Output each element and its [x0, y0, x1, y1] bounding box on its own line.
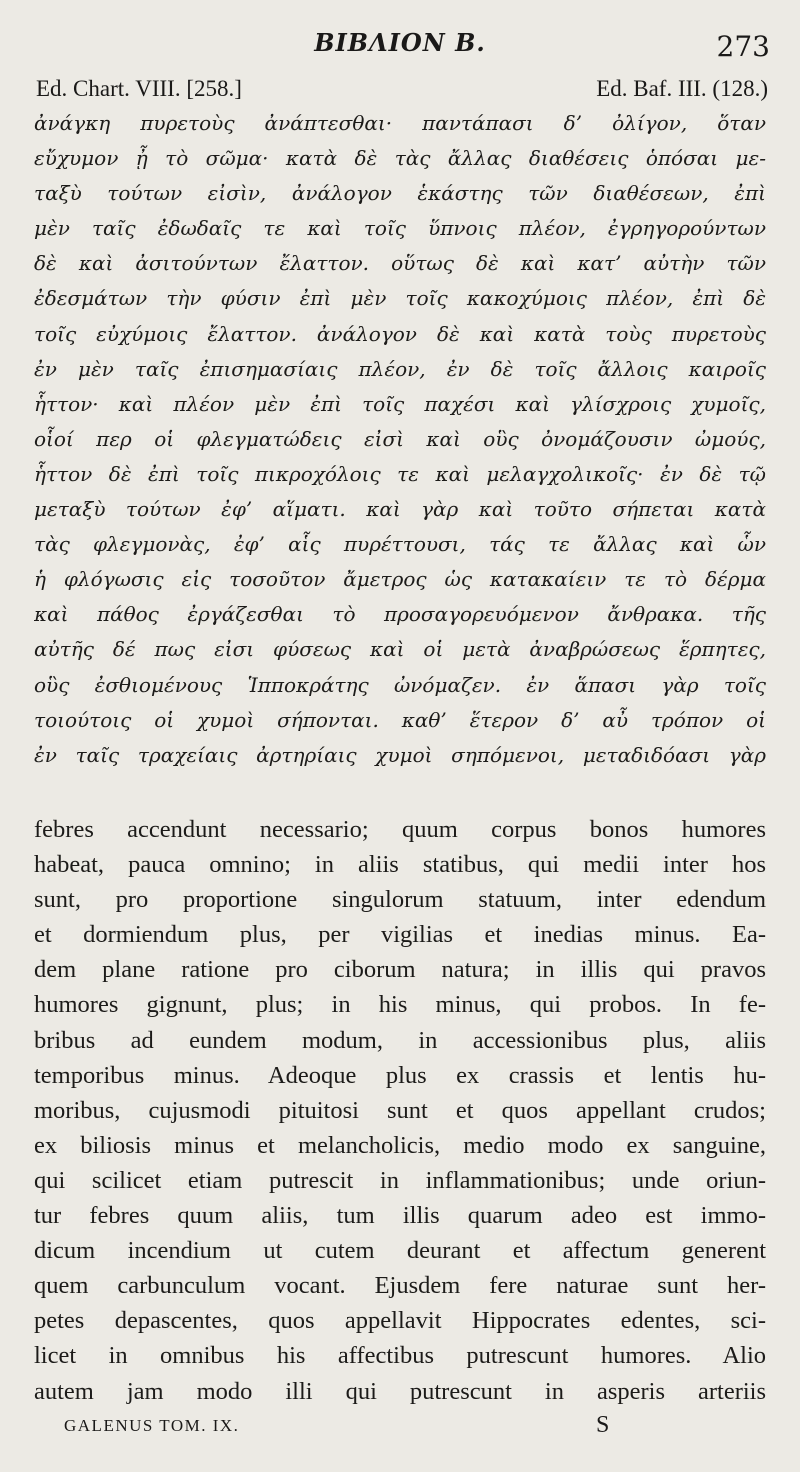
greek-line: ἡ φλόγωσις εἰς τοσοῦτον ἄμετρος ὡς κατακαίειν τε τὸ δέρμα	[34, 567, 766, 592]
greek-line: ἧττον· καὶ πλέον μὲν ἐπὶ τοῖς παχέσι καὶ γλίσχροις χυμοῖς,	[34, 391, 766, 416]
running-title: BIBΛΙΟΝ B.	[314, 28, 486, 57]
latin-line: habeat, pauca omnino; in aliis statibus, qui medii inter hos	[34, 851, 766, 879]
latin-line: licet in omnibus his affectibus putrescunt humores. Alio	[34, 1342, 766, 1370]
latin-line: autem jam modo illi qui putrescunt in asperis arteriis	[34, 1377, 766, 1405]
greek-line: αὐτῆς δέ πως εἰσι φύσεως καὶ οἱ μετὰ ἀναβρώσεως ἕρπητες,	[34, 637, 766, 662]
latin-line: dem plane ratione pro ciborum natura; in illis qui pravos	[34, 956, 766, 984]
edition-reference-left: Ed. Chart. VIII. [258.]	[36, 76, 242, 101]
greek-line: ἐδεσμάτων τὴν φύσιν ἐπὶ μὲν τοῖς κακοχύμοις πλέον, ἐπὶ δὲ	[34, 286, 766, 311]
greek-line: εὔχυμον ᾖ τὸ σῶμα· κατὰ δὲ τὰς ἄλλας διαθέσεις ὁπόσαι με-	[34, 146, 766, 171]
greek-line: ἀνάγκη πυρετοὺς ἀνάπτεσθαι· παντάπασι δ’ ὀλίγον, ὅταν	[34, 111, 766, 135]
latin-line: sunt, pro proportione singulorum statuum, inter edendum	[34, 886, 766, 914]
latin-line: bribus ad eundem modum, in accessionibus plus, aliis	[34, 1026, 766, 1054]
latin-line: humores gignunt, plus; in his minus, qui probos. In fe-	[34, 991, 766, 1019]
greek-line: καὶ πάθος ἐργάζεσθαι τὸ προσαγορευόμενον ἄνθρακα. τῆς	[34, 602, 766, 627]
signature-mark: S	[596, 1412, 610, 1438]
greek-line: τοιούτοις οἱ χυμοὶ σήπονται. καθ’ ἕτερον δ’ αὖ τρόπον οἱ	[34, 707, 766, 732]
greek-line: ἐν μὲν ταῖς ἐπισημασίαις πλέον, ἐν δὲ τοῖς ἄλλοις καιροῖς	[34, 356, 766, 381]
latin-line: et dormiendum plus, per vigilias et inedias minus. Ea-	[34, 921, 766, 949]
latin-line: moribus, cujusmodi pituitosi sunt et quos appellant crudos;	[34, 1096, 766, 1124]
greek-line: μὲν ταῖς ἐδωδαῖς τε καὶ τοῖς ὕπνοις πλέον, ἐγρηγορούντων	[34, 216, 766, 241]
latin-line: tur febres quum aliis, tum illis quarum adeo est immo-	[34, 1202, 766, 1230]
greek-line: ταξὺ τούτων εἰσὶν, ἀνάλογον ἑκάστης τῶν διαθέσεων, ἐπὶ	[34, 181, 766, 206]
latin-line: quem carbunculum vocant. Ejusdem fere naturae sunt her-	[34, 1272, 766, 1300]
latin-line: qui scilicet etiam putrescit in inflammationibus; unde oriun-	[34, 1166, 766, 1194]
greek-line: ἧττον δὲ ἐπὶ τοῖς πικροχόλοις τε καὶ μελαγχολικοῖς· ἐν δὲ τῷ	[34, 461, 766, 486]
greek-line: τὰς φλεγμονὰς, ἐφ’ αἷς πυρέττουσι, τάς τε ἄλλας καὶ ὧν	[34, 532, 766, 557]
signature-line: GALENUS TOM. IX.	[64, 1416, 240, 1435]
greek-line: δὲ καὶ ἀσιτούντων ἔλαττον. οὕτως δὲ καὶ κατ’ αὐτὴν τῶν	[34, 251, 766, 276]
greek-line: οἷοί περ οἱ φλεγματώδεις εἰσὶ καὶ οὓς ὀνομάζουσιν ὠμούς,	[34, 426, 766, 451]
latin-line: temporibus minus. Adeoque plus ex crassis et lentis hu-	[34, 1061, 766, 1089]
greek-line: οὓς ἐσθιομένους Ἱπποκράτης ὠνόμαζεν. ἐν ἅπασι γὰρ τοῖς	[34, 672, 766, 697]
greek-text-block	[34, 106, 766, 773]
greek-line: ἐν ταῖς τραχείαις ἀρτηρίαις χυμοὶ σηπόμενοι, μεταδιδόασι γὰρ	[34, 742, 766, 767]
latin-line: petes depascentes, quos appellavit Hippocrates edentes, sci-	[34, 1307, 766, 1335]
page-number: 273	[716, 30, 770, 63]
latin-line: ex biliosis minus et melancholicis, medio modo ex sanguine,	[34, 1131, 766, 1159]
greek-line: μεταξὺ τούτων ἐφ’ αἵματι. καὶ γὰρ καὶ τοῦτο σήπεται κατὰ	[34, 497, 766, 522]
greek-line: τοῖς εὐχύμοις ἔλαττον. ἀνάλογον δὲ καὶ κατὰ τοὺς πυρετοὺς	[34, 321, 766, 346]
latin-text-block	[34, 812, 766, 1409]
edition-reference-right: Ed. Baf. III. (128.)	[596, 76, 768, 101]
latin-line: dicum incendium ut cutem deurant et affectum generent	[34, 1237, 766, 1265]
latin-line: febres accendunt necessario; quum corpus bonos humores	[34, 816, 766, 843]
